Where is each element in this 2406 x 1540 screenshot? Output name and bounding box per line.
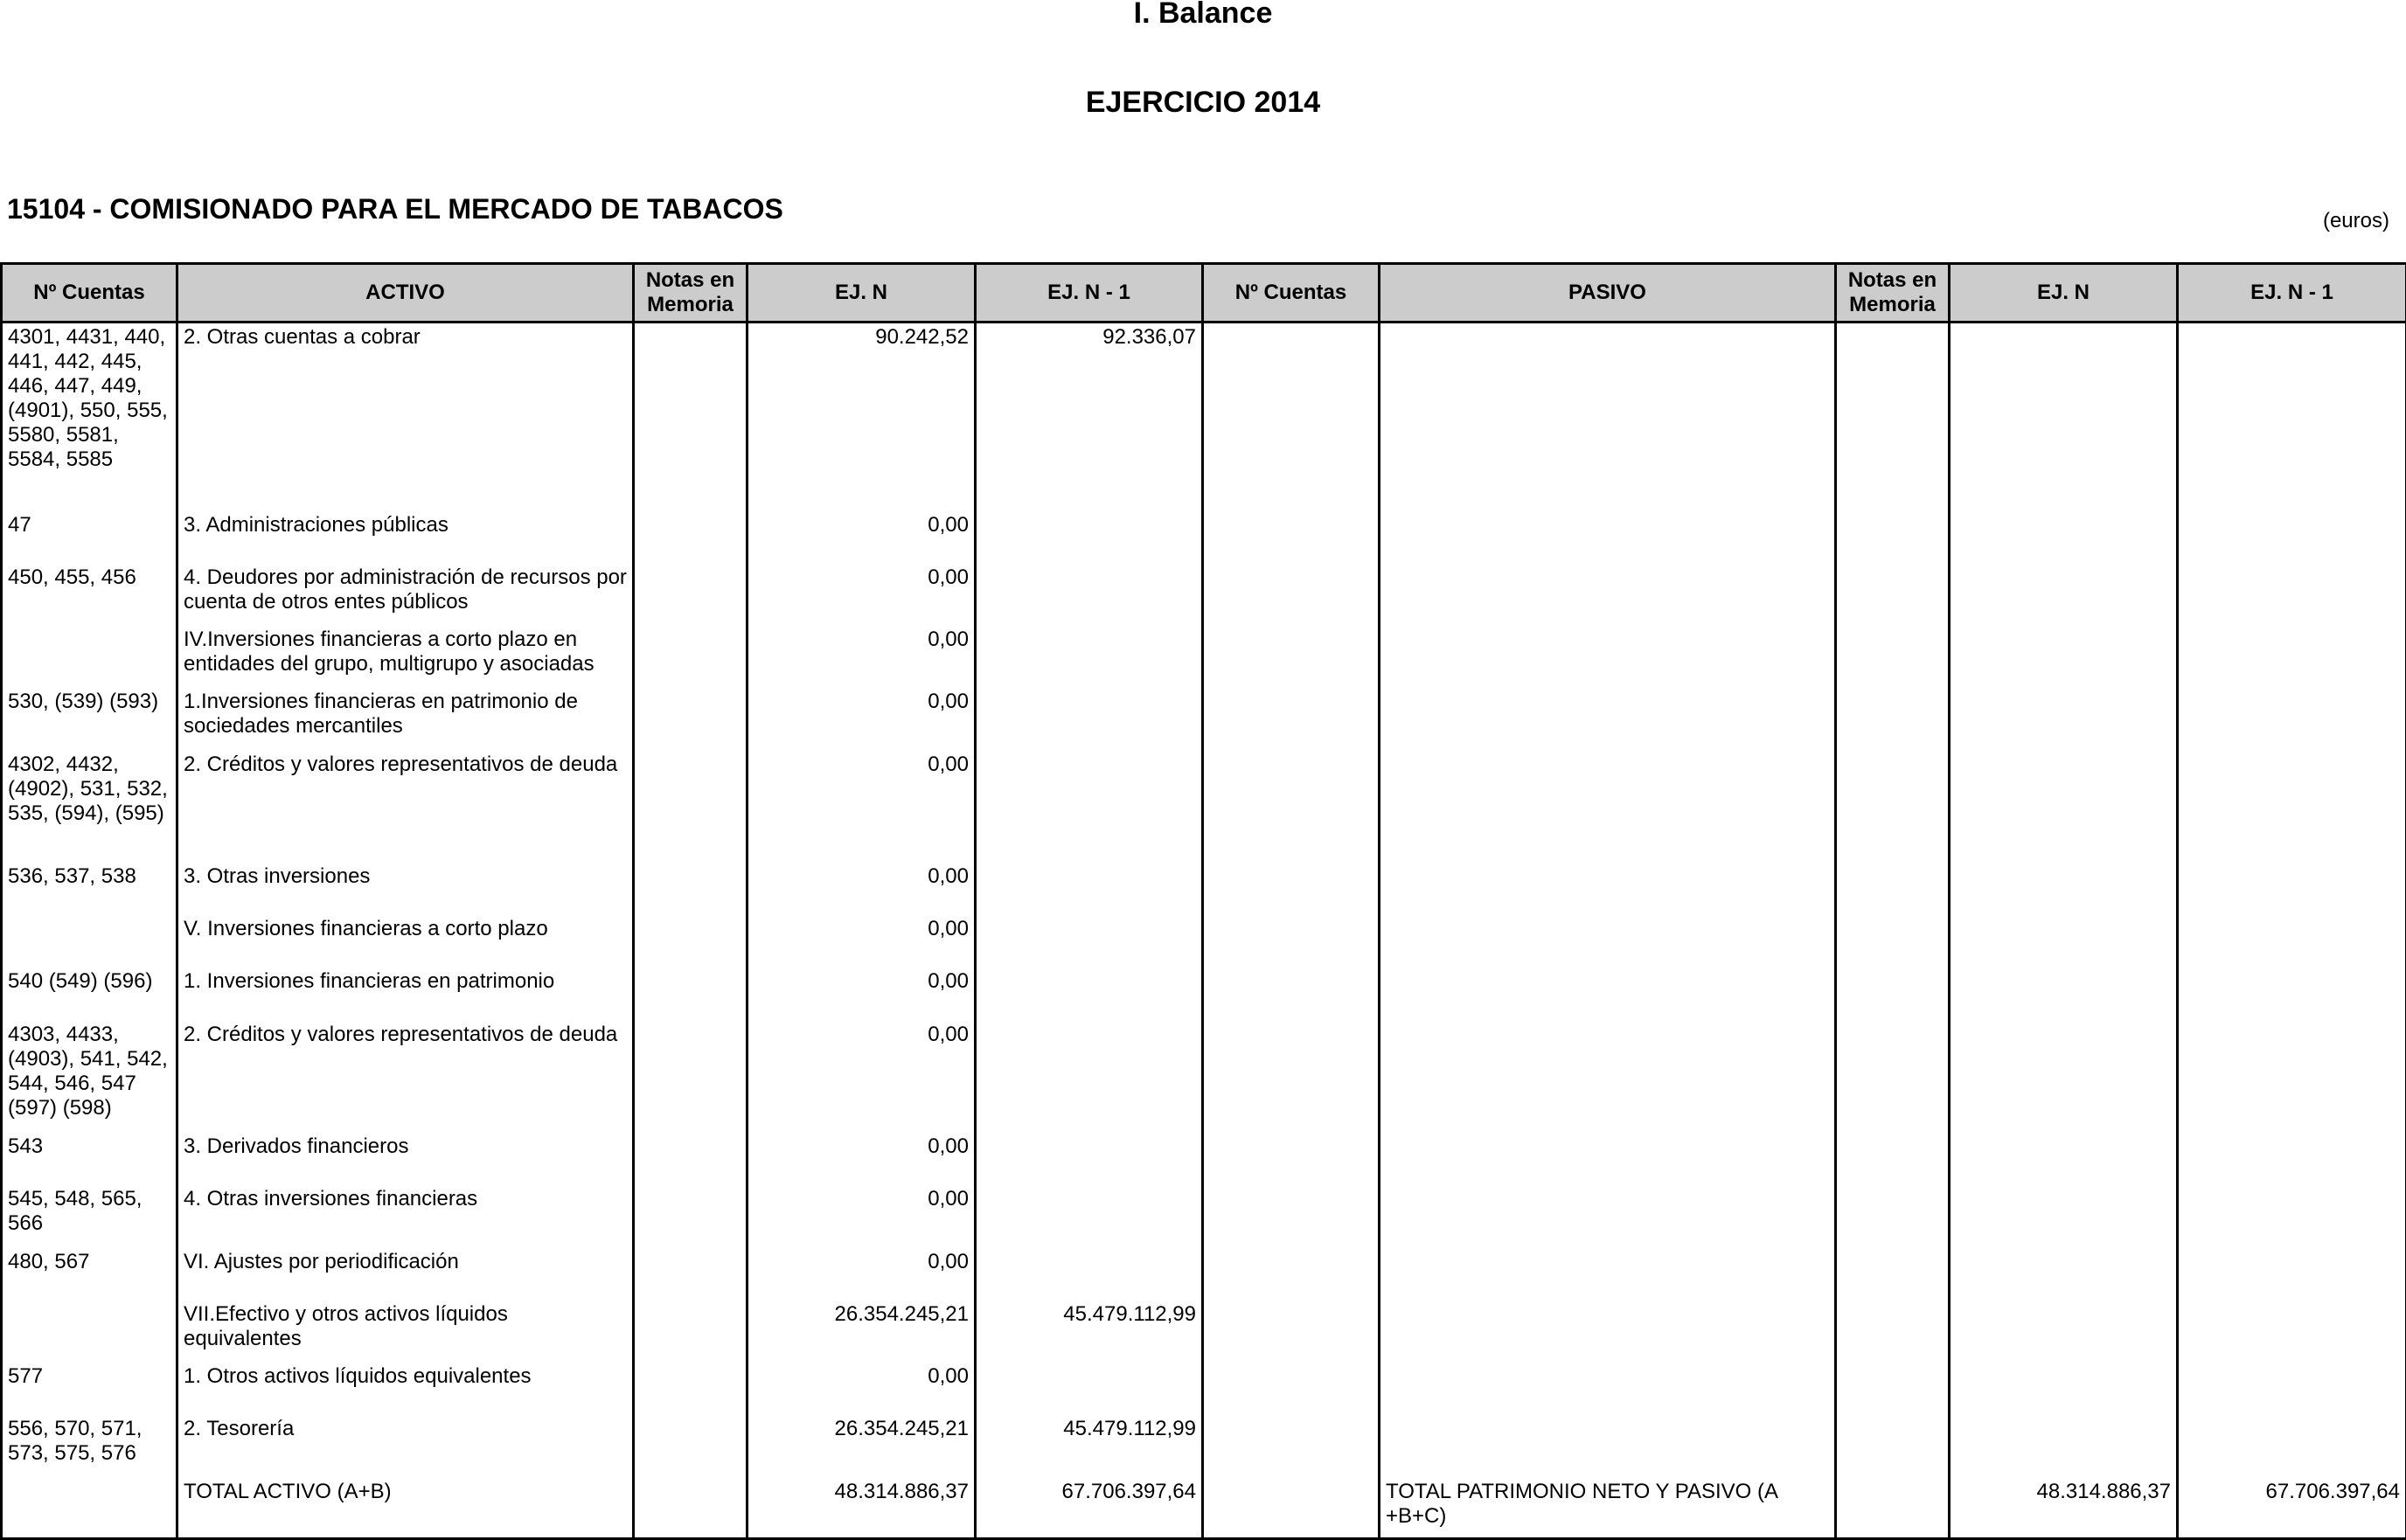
- asset-current-year: 0,00: [748, 915, 976, 968]
- asset-label: 4. Deudores por administración de recursos por cuenta de otros entes públicos: [177, 564, 634, 626]
- col-header-pasivo-cuentas: Nº Cuentas: [1203, 264, 1380, 323]
- balance-table: [0, 262, 2406, 1540]
- asset-notes: [634, 688, 748, 751]
- liability-notes: [1836, 688, 1950, 751]
- account-codes: [2, 1478, 177, 1538]
- asset-notes: [634, 968, 748, 1020]
- asset-label: 2. Créditos y valores representativos de deuda: [177, 751, 634, 863]
- liability-current-year: [1950, 968, 2178, 1020]
- table-row: [2, 915, 2406, 968]
- liability-label: [1380, 1301, 1836, 1363]
- table-body: [2, 323, 2406, 1539]
- asset-notes: [634, 323, 748, 511]
- liability-current-year: [1950, 626, 2178, 688]
- liability-account-codes: [1203, 863, 1380, 915]
- account-codes: 4301, 4431, 440, 441, 442, 445, 446, 447, 449, (4901), 550, 555, 5580, 5581, 5584, 5585: [2, 323, 177, 511]
- col-header-ej-n-1: EJ. N - 1: [976, 264, 1203, 323]
- asset-prior-year: [976, 863, 1203, 915]
- table-row: [2, 863, 2406, 915]
- asset-label: 3. Otras inversiones: [177, 863, 634, 915]
- asset-prior-year: 92.336,07: [976, 323, 1203, 511]
- asset-prior-year: [976, 1133, 1203, 1185]
- asset-prior-year: [976, 688, 1203, 751]
- liability-notes: [1836, 564, 1950, 626]
- liability-prior-year: [2178, 1415, 2406, 1478]
- liability-label: [1380, 1248, 1836, 1301]
- liability-current-year: [1950, 511, 2178, 564]
- asset-label: TOTAL ACTIVO (A+B): [177, 1478, 634, 1538]
- col-header-cuentas: Nº Cuentas: [2, 264, 177, 323]
- asset-current-year: 0,00: [748, 1185, 976, 1248]
- account-codes: 577: [2, 1363, 177, 1415]
- table-row: [2, 323, 2406, 511]
- table-row: [2, 1185, 2406, 1248]
- liability-notes: [1836, 1021, 1950, 1133]
- liability-label: [1380, 1133, 1836, 1185]
- liability-notes: [1836, 323, 1950, 511]
- asset-prior-year: [976, 564, 1203, 626]
- asset-label: 1.Inversiones financieras en patrimonio de sociedades mercantiles: [177, 688, 634, 751]
- table-row: [2, 1133, 2406, 1185]
- asset-notes: [634, 915, 748, 968]
- asset-prior-year: [976, 1021, 1203, 1133]
- liability-current-year: [1950, 1301, 2178, 1363]
- liability-label: TOTAL PATRIMONIO NETO Y PASIVO (A +B+C): [1380, 1478, 1836, 1538]
- liability-prior-year: [2178, 1185, 2406, 1248]
- liability-prior-year: [2178, 915, 2406, 968]
- liability-notes: [1836, 1133, 1950, 1185]
- asset-label: 2. Tesorería: [177, 1415, 634, 1478]
- liability-current-year: [1950, 1363, 2178, 1415]
- table-row: [2, 511, 2406, 564]
- liability-notes: [1836, 863, 1950, 915]
- account-codes: 545, 548, 565, 566: [2, 1185, 177, 1248]
- asset-notes: [634, 1133, 748, 1185]
- asset-label: 1. Inversiones financieras en patrimonio: [177, 968, 634, 1020]
- liability-prior-year: [2178, 968, 2406, 1020]
- liability-current-year: [1950, 1021, 2178, 1133]
- liability-current-year: [1950, 1415, 2178, 1478]
- liability-label: [1380, 1185, 1836, 1248]
- asset-prior-year: [976, 511, 1203, 564]
- asset-notes: [634, 1363, 748, 1415]
- asset-current-year: 0,00: [748, 626, 976, 688]
- liability-prior-year: 67.706.397,64: [2178, 1478, 2406, 1538]
- liability-account-codes: [1203, 564, 1380, 626]
- asset-label: 3. Administraciones públicas: [177, 511, 634, 564]
- liability-notes: [1836, 1415, 1950, 1478]
- liability-label: [1380, 323, 1836, 511]
- asset-current-year: 0,00: [748, 511, 976, 564]
- liability-notes: [1836, 751, 1950, 863]
- asset-current-year: 0,00: [748, 1248, 976, 1301]
- liability-prior-year: [2178, 863, 2406, 915]
- col-header-pasivo-notas: Notas en Memoria: [1836, 264, 1950, 323]
- asset-current-year: 0,00: [748, 751, 976, 863]
- liability-account-codes: [1203, 688, 1380, 751]
- table-row: [2, 688, 2406, 751]
- liability-notes: [1836, 511, 1950, 564]
- entity-name: 15104 - COMISIONADO PARA EL MERCADO DE TABACOS: [7, 193, 783, 225]
- account-codes: [2, 915, 177, 968]
- liability-label: [1380, 1363, 1836, 1415]
- table-row: [2, 968, 2406, 1020]
- liability-notes: [1836, 968, 1950, 1020]
- liability-account-codes: [1203, 626, 1380, 688]
- table-row: [2, 1301, 2406, 1363]
- asset-label: 3. Derivados financieros: [177, 1133, 634, 1185]
- asset-label: 1. Otros activos líquidos equivalentes: [177, 1363, 634, 1415]
- asset-notes: [634, 511, 748, 564]
- asset-prior-year: [976, 1363, 1203, 1415]
- asset-prior-year: [976, 751, 1203, 863]
- asset-notes: [634, 1478, 748, 1538]
- liability-label: [1380, 1021, 1836, 1133]
- account-codes: 4302, 4432, (4902), 531, 532, 535, (594), (595): [2, 751, 177, 863]
- liability-label: [1380, 751, 1836, 863]
- asset-label: 2. Créditos y valores representativos de deuda: [177, 1021, 634, 1133]
- liability-current-year: [1950, 688, 2178, 751]
- asset-notes: [634, 751, 748, 863]
- liability-notes: [1836, 1478, 1950, 1538]
- asset-current-year: 90.242,52: [748, 323, 976, 511]
- liability-account-codes: [1203, 1021, 1380, 1133]
- col-header-pasivo: PASIVO: [1380, 264, 1836, 323]
- asset-current-year: 0,00: [748, 1021, 976, 1133]
- account-codes: [2, 626, 177, 688]
- account-codes: 543: [2, 1133, 177, 1185]
- liability-account-codes: [1203, 323, 1380, 511]
- asset-prior-year: [976, 915, 1203, 968]
- table-row: [2, 1248, 2406, 1301]
- liability-prior-year: [2178, 511, 2406, 564]
- asset-label: VII.Efectivo y otros activos líquidos equivalentes: [177, 1301, 634, 1363]
- liability-account-codes: [1203, 751, 1380, 863]
- asset-label: 2. Otras cuentas a cobrar: [177, 323, 634, 511]
- liability-prior-year: [2178, 564, 2406, 626]
- liability-account-codes: [1203, 1248, 1380, 1301]
- liability-label: [1380, 968, 1836, 1020]
- liability-label: [1380, 626, 1836, 688]
- col-header-pasivo-ej-n: EJ. N: [1950, 264, 2178, 323]
- account-codes: 480, 567: [2, 1248, 177, 1301]
- table-header-row: [2, 264, 2406, 323]
- liability-current-year: [1950, 1133, 2178, 1185]
- liability-label: [1380, 915, 1836, 968]
- liability-label: [1380, 688, 1836, 751]
- asset-current-year: 48.314.886,37: [748, 1478, 976, 1538]
- asset-notes: [634, 1185, 748, 1248]
- table-row: [2, 751, 2406, 863]
- asset-prior-year: 45.479.112,99: [976, 1301, 1203, 1363]
- liability-account-codes: [1203, 1478, 1380, 1538]
- liability-current-year: [1950, 863, 2178, 915]
- liability-account-codes: [1203, 968, 1380, 1020]
- asset-current-year: 0,00: [748, 1133, 976, 1185]
- liability-prior-year: [2178, 751, 2406, 863]
- liability-account-codes: [1203, 1185, 1380, 1248]
- account-codes: 556, 570, 571, 573, 575, 576: [2, 1415, 177, 1478]
- liability-current-year: [1950, 1185, 2178, 1248]
- fiscal-year-title: EJERCICIO 2014: [1085, 86, 1321, 119]
- liability-current-year: [1950, 564, 2178, 626]
- liability-prior-year: [2178, 1133, 2406, 1185]
- liability-notes: [1836, 1363, 1950, 1415]
- liability-prior-year: [2178, 688, 2406, 751]
- liability-account-codes: [1203, 915, 1380, 968]
- liability-account-codes: [1203, 1363, 1380, 1415]
- liability-prior-year: [2178, 323, 2406, 511]
- asset-label: VI. Ajustes por periodificación: [177, 1248, 634, 1301]
- asset-current-year: 26.354.245,21: [748, 1301, 976, 1363]
- asset-notes: [634, 564, 748, 626]
- table-row: [2, 1415, 2406, 1478]
- liability-prior-year: [2178, 1363, 2406, 1415]
- asset-current-year: 0,00: [748, 863, 976, 915]
- asset-current-year: 0,00: [748, 968, 976, 1020]
- asset-notes: [634, 1301, 748, 1363]
- asset-prior-year: 45.479.112,99: [976, 1415, 1203, 1478]
- page-title: I. Balance: [1133, 0, 1273, 30]
- account-codes: 47: [2, 511, 177, 564]
- liability-current-year: [1950, 323, 2178, 511]
- asset-prior-year: [976, 968, 1203, 1020]
- table-row: [2, 564, 2406, 626]
- liability-label: [1380, 1415, 1836, 1478]
- asset-current-year: 0,00: [748, 1363, 976, 1415]
- asset-notes: [634, 1248, 748, 1301]
- table-row: [2, 1363, 2406, 1415]
- account-codes: 540 (549) (596): [2, 968, 177, 1020]
- asset-notes: [634, 863, 748, 915]
- liability-label: [1380, 511, 1836, 564]
- liability-notes: [1836, 626, 1950, 688]
- table-row: [2, 626, 2406, 688]
- asset-current-year: 26.354.245,21: [748, 1415, 976, 1478]
- liability-notes: [1836, 1301, 1950, 1363]
- table-row: [2, 1478, 2406, 1538]
- liability-notes: [1836, 915, 1950, 968]
- account-codes: 536, 537, 538: [2, 863, 177, 915]
- col-header-pasivo-ej-n-1: EJ. N - 1: [2178, 264, 2406, 323]
- asset-prior-year: [976, 626, 1203, 688]
- asset-prior-year: 67.706.397,64: [976, 1478, 1203, 1538]
- liability-prior-year: [2178, 1248, 2406, 1301]
- asset-prior-year: [976, 1248, 1203, 1301]
- asset-current-year: 0,00: [748, 688, 976, 751]
- asset-notes: [634, 1415, 748, 1478]
- liability-notes: [1836, 1248, 1950, 1301]
- liability-account-codes: [1203, 1133, 1380, 1185]
- liability-prior-year: [2178, 1301, 2406, 1363]
- liability-account-codes: [1203, 1301, 1380, 1363]
- liability-account-codes: [1203, 1415, 1380, 1478]
- col-header-ej-n: EJ. N: [748, 264, 976, 323]
- asset-prior-year: [976, 1185, 1203, 1248]
- liability-current-year: [1950, 1248, 2178, 1301]
- table-row: [2, 1021, 2406, 1133]
- currency-unit: (euros): [2322, 209, 2389, 232]
- liability-current-year: [1950, 915, 2178, 968]
- asset-notes: [634, 1021, 748, 1133]
- liability-prior-year: [2178, 1021, 2406, 1133]
- account-codes: [2, 1301, 177, 1363]
- account-codes: 450, 455, 456: [2, 564, 177, 626]
- asset-notes: [634, 626, 748, 688]
- liability-label: [1380, 863, 1836, 915]
- liability-notes: [1836, 1185, 1950, 1248]
- col-header-notas: Notas en Memoria: [634, 264, 748, 323]
- liability-prior-year: [2178, 626, 2406, 688]
- asset-current-year: 0,00: [748, 564, 976, 626]
- liability-label: [1380, 564, 1836, 626]
- asset-label: V. Inversiones financieras a corto plazo: [177, 915, 634, 968]
- account-codes: 4303, 4433, (4903), 541, 542, 544, 546, 547 (597) (598): [2, 1021, 177, 1133]
- liability-account-codes: [1203, 511, 1380, 564]
- account-codes: 530, (539) (593): [2, 688, 177, 751]
- asset-label: 4. Otras inversiones financieras: [177, 1185, 634, 1248]
- col-header-activo: ACTIVO: [177, 264, 634, 323]
- asset-label: IV.Inversiones financieras a corto plazo en entidades del grupo, multigrupo y asociadas: [177, 626, 634, 688]
- liability-current-year: [1950, 751, 2178, 863]
- liability-current-year: 48.314.886,37: [1950, 1478, 2178, 1538]
